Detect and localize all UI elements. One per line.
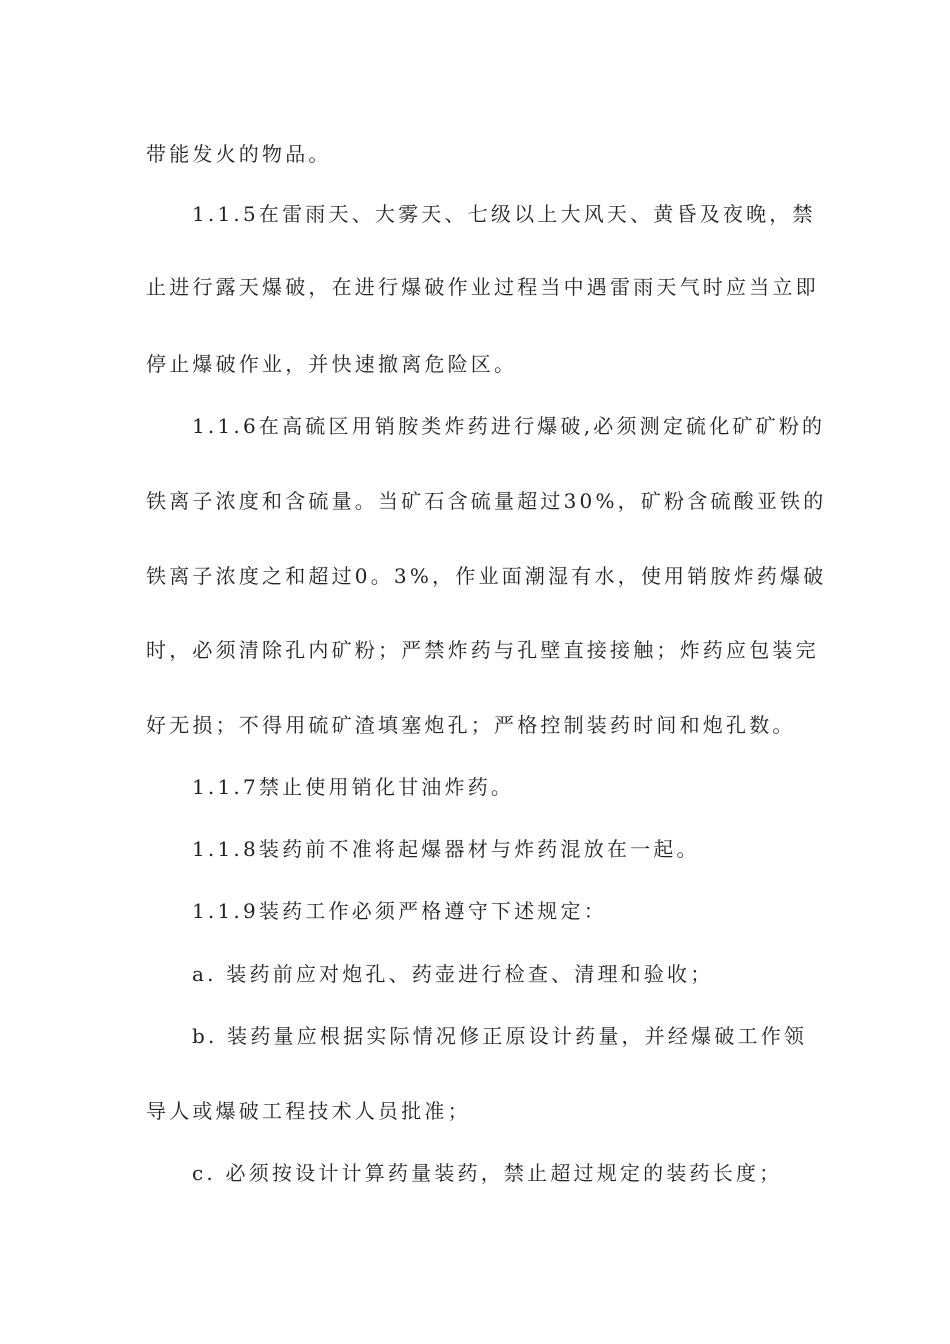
text-line-1: 带能发火的物品。 bbox=[146, 142, 332, 166]
text-line-10: 1.1.7禁止使用销化甘油炸药。 bbox=[192, 775, 515, 799]
text-line-2: 1.1.5在雷雨天、大雾天、七级以上大风天、黄昏及夜晚，禁 bbox=[192, 202, 816, 226]
text-line-14: b. 装药量应根据实际情况修正原设计药量，并经爆破工作领 bbox=[192, 1024, 808, 1048]
text-line-8: 时，必须清除孔内矿粉；严禁炸药与孔壁直接接触；炸药应包装完 bbox=[146, 638, 819, 662]
text-line-11: 1.1.8装药前不准将起爆器材与炸药混放在一起。 bbox=[192, 837, 700, 861]
text-line-3: 止进行露天爆破，在进行爆破作业过程当中遇雷雨天气时应当立即 bbox=[146, 275, 819, 299]
text-line-12: 1.1.9装药工作必须严格遵守下述规定： bbox=[192, 899, 607, 923]
text-line-15: 导人或爆破工程技术人员批准； bbox=[146, 1099, 471, 1123]
text-line-6: 铁离子浓度和含硫量。当矿石含硫量超过30%，矿粉含硫酸亚铁的 bbox=[146, 489, 827, 513]
text-line-16: c. 必须按设计计算药量装药，禁止超过规定的装药长度； bbox=[192, 1161, 783, 1185]
text-line-9: 好无损；不得用硫矿渣填塞炮孔；严格控制装药时间和炮孔数。 bbox=[146, 713, 796, 737]
text-line-4: 停止爆破作业，并快速撤离危险区。 bbox=[146, 352, 518, 376]
text-line-7: 铁离子浓度之和超过0。3%，作业面潮湿有水，使用销胺炸药爆破 bbox=[146, 564, 827, 588]
text-line-13: a. 装药前应对炮孔、药壶进行检查、清理和验收； bbox=[192, 962, 714, 986]
text-line-5: 1.1.6在高硫区用销胺类炸药进行爆破,必须测定硫化矿矿粉的 bbox=[192, 414, 826, 438]
